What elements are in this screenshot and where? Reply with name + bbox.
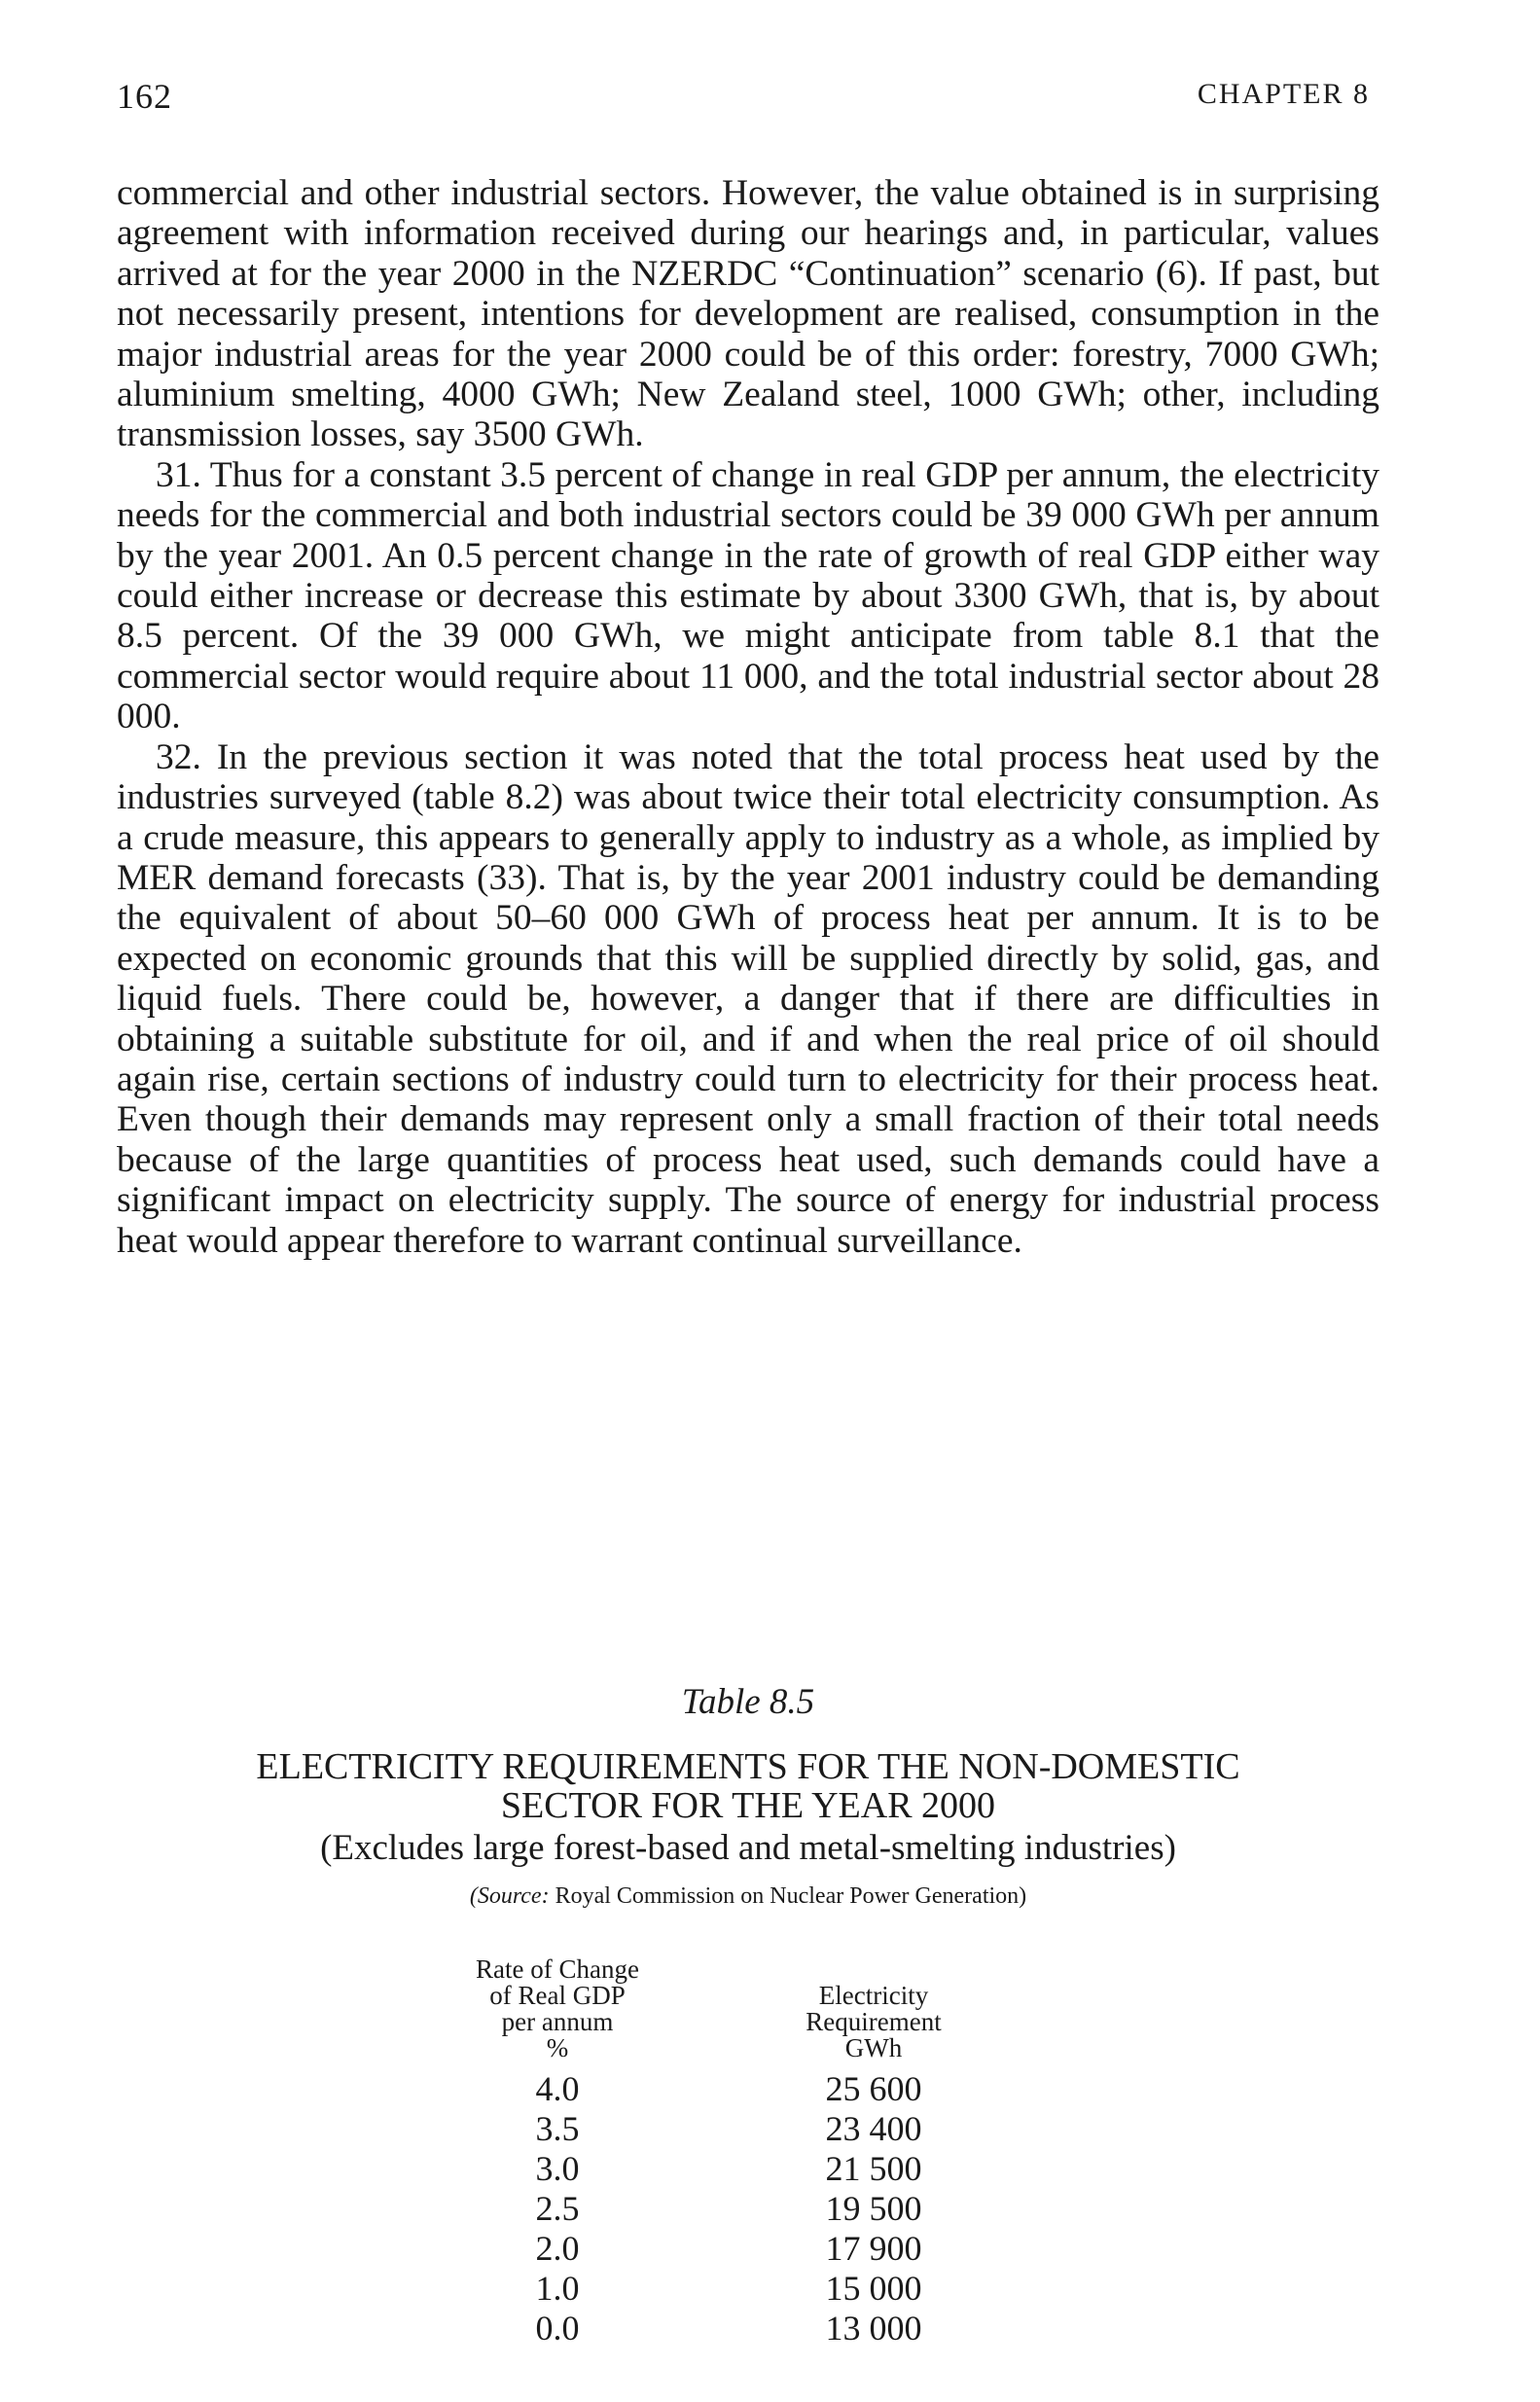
table-caption-block: [117, 1681, 1379, 1934]
gwh-cell: 17 900: [825, 2229, 922, 2268]
column-header-electricity: [708, 1956, 1039, 2069]
table-row: [407, 2309, 1039, 2348]
table-row: [407, 2069, 1039, 2109]
table-row: [407, 2229, 1039, 2269]
rate-cell: 2.5: [535, 2189, 580, 2228]
table-row: [407, 2189, 1039, 2229]
rate-cell: 2.0: [535, 2229, 580, 2268]
gwh-cell: 15 000: [825, 2269, 922, 2308]
column-header-rate: [407, 1956, 708, 2069]
table-title-line-2: SECTOR FOR THE YEAR 2000: [500, 1785, 996, 1826]
table-header-row: [407, 1956, 1039, 2069]
table-label: Table 8.5: [681, 1682, 815, 1722]
table-source-text: Royal Commission on Nuclear Power Generation): [549, 1883, 1027, 1909]
header-rate-line: of Real GDP: [489, 1981, 626, 2010]
header-electricity-line: Electricity: [818, 1981, 929, 2010]
table-subtitle: (Excludes large forest-based and metal-smelting industries): [320, 1828, 1176, 1868]
gwh-cell: 13 000: [825, 2309, 922, 2348]
rate-cell: 0.0: [535, 2309, 580, 2348]
table-source: [117, 1882, 1379, 1911]
rate-cell: 1.0: [535, 2269, 580, 2308]
table-row: [407, 2269, 1039, 2309]
gwh-cell: 25 600: [825, 2069, 922, 2108]
paragraph-32: 32. In the previous section it was noted that the total process heat used by the industries surveyed (table 8.2) was about twice their total electricity consumption. As a crude measure, this appears to generally apply to industry as a whole, as implied by MER demand forecasts (33). That is, by the year 2001 industry could be demanding the equivalent of about 50–60 000 GWh of process heat per annum. It is to be expected on economic grounds that this will be supplied directly by solid, gas, and liquid fuels. There could be, however, a danger that if there are difficulties in obtaining a suitable substitute for oil, and if and when the real price of oil should again rise, certain sections of industry could turn to electricity for their process heat. Even though their demands may represent only a small fraction of their total needs because of the large quantities of process heat used, such demands could have a significant impact on electricity supply. The source of energy for industrial process heat would appear therefore to warrant continual surveillance.: [117, 736, 1379, 1261]
gwh-cell: 19 500: [825, 2189, 922, 2228]
table-title-line-1: ELECTRICITY REQUIREMENTS FOR THE NON-DOMESTIC: [256, 1746, 1240, 1787]
paragraph-31: 31. Thus for a constant 3.5 percent of change in real GDP per annum, the electricity needs for the commercial and both industrial sectors could be 39 000 GWh per annum by the year 2001. An 0.5 percent change in the rate of growth of real GDP either way could either increase or decrease this estimate by about 3300 GWh, that is, by about 8.5 percent. Of the 39 000 GWh, we might anticipate from table 8.1 that the commercial sector would require about 11 000, and the total industrial sector about 28 000.: [117, 454, 1379, 737]
paragraph-continuation: commercial and other industrial sectors. However, the value obtained is in surprising agreement with information received during our hearings and, in particular, values arrived at for the year 2000 in the NZERDC “Continuation” scenario (6). If past, but not necessarily present, intentions for development are realised, consumption in the major industrial areas for the year 2000 could be of this order: forestry, 7000 GWh; aluminium smelting, 4000 GWh; New Zealand steel, 1000 GWh; other, including transmission losses, say 3500 GWh.: [117, 173, 1379, 455]
table-row: [407, 2149, 1039, 2189]
gwh-cell: 21 500: [825, 2149, 922, 2188]
rate-cell: 3.0: [535, 2149, 580, 2188]
table-source-label: (Source:: [469, 1883, 550, 1909]
page-number: 162: [117, 77, 172, 116]
header-rate-line: per annum: [501, 2007, 614, 2036]
body-text: [117, 173, 1379, 1261]
table-row: [407, 2109, 1039, 2149]
header-rate-line: %: [546, 2033, 569, 2062]
header-electricity-line: Requirement: [806, 2007, 942, 2036]
rate-cell: 4.0: [535, 2069, 580, 2108]
gwh-cell: 23 400: [825, 2109, 922, 2148]
header-rate-line: Rate of Change: [476, 1954, 639, 1984]
rate-cell: 3.5: [535, 2109, 580, 2148]
chapter-heading: CHAPTER 8: [1197, 78, 1370, 110]
header-electricity-line: GWh: [844, 2033, 903, 2062]
electricity-requirements-table: [407, 1956, 1039, 2348]
